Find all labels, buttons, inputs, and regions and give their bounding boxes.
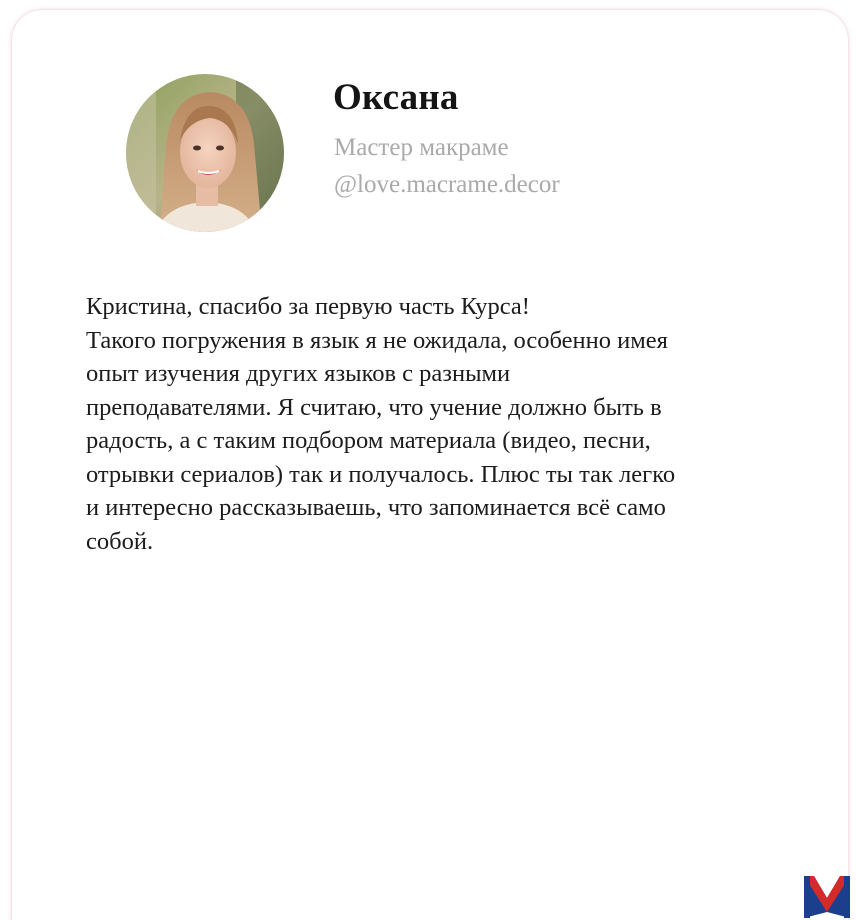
profile-name: Оксана bbox=[333, 77, 459, 118]
profile-role: Мастер макраме bbox=[334, 134, 509, 161]
review-line: Такого погружения в язык я не ожидала, особенно имея bbox=[86, 326, 668, 354]
review-line: Кристина, спасибо за первую часть Курса! bbox=[86, 293, 530, 320]
review-line: преподавателями. Я считаю, что учение должно быть в bbox=[86, 393, 662, 421]
review-line: опыт изучения других языков с разными bbox=[86, 360, 511, 387]
review-text bbox=[86, 290, 802, 558]
review-card bbox=[12, 10, 848, 920]
review-line: и интересно рассказываешь, что запоминается всё само bbox=[86, 494, 666, 521]
review-line: собой. bbox=[86, 527, 154, 555]
avatar-photo bbox=[126, 74, 284, 232]
m-logo-icon bbox=[802, 872, 852, 918]
review-line: отрывки сериалов) так и получалось. Плюс ты так легко bbox=[86, 460, 676, 488]
review-line: радость, а с таким подбором материала (видео, песни, bbox=[86, 427, 651, 454]
profile-handle: @love.macrame.decor bbox=[334, 171, 560, 198]
avatar bbox=[126, 74, 284, 232]
